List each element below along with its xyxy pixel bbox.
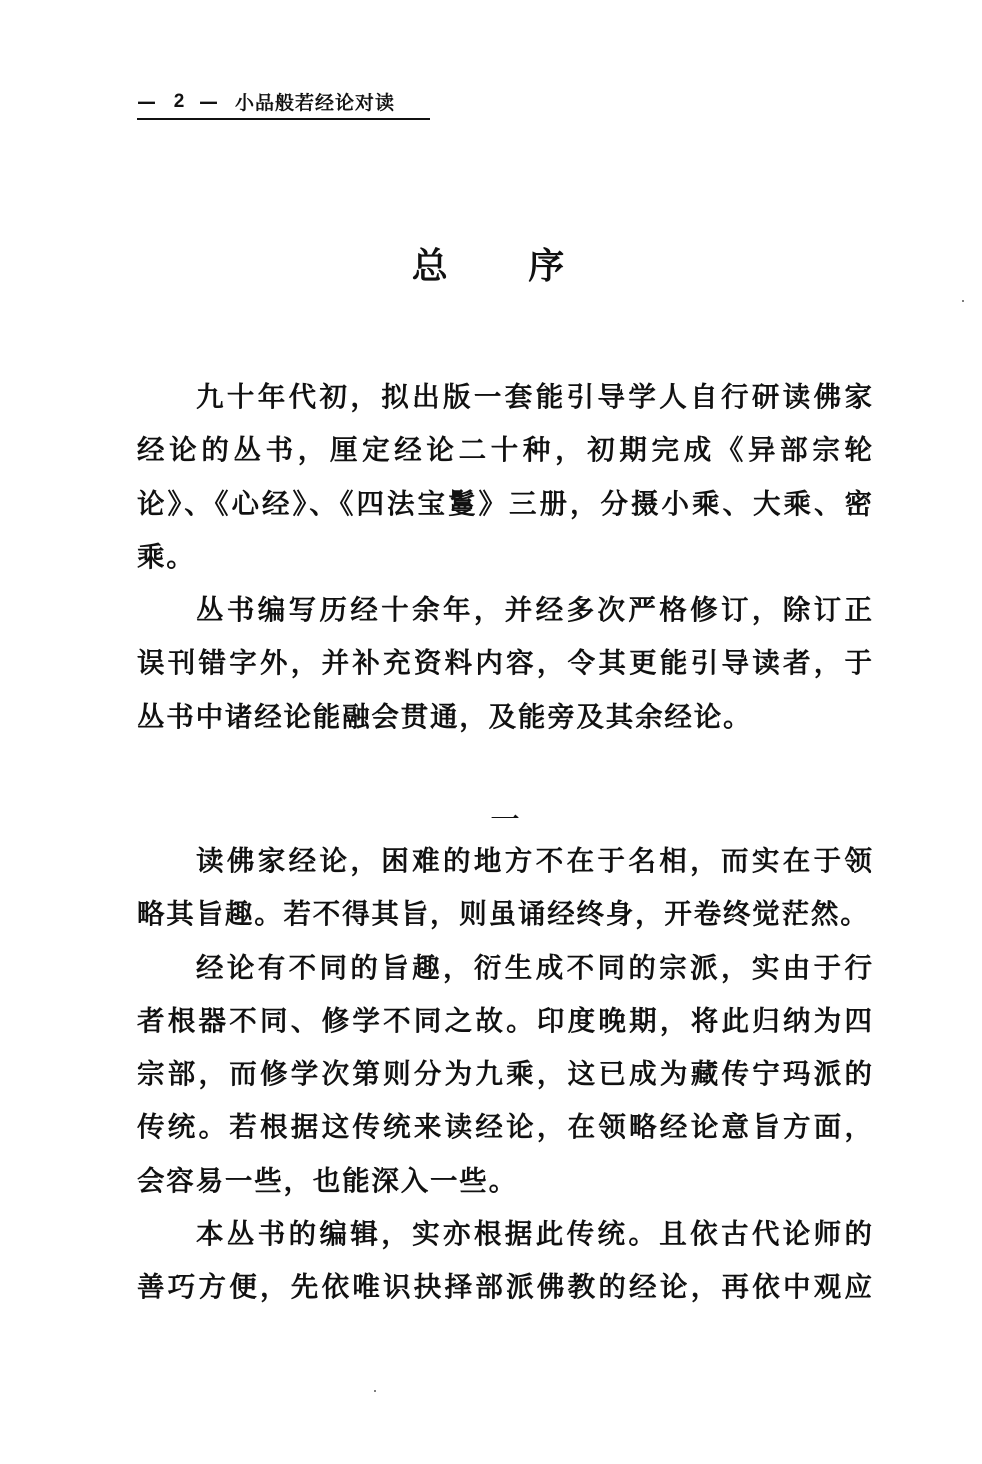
section-number: 一 <box>490 803 520 838</box>
paragraph-line: 九十年代初，拟出版一套能引导学人自行研读佛家 <box>196 381 872 413</box>
page-title: 总 序 <box>411 246 599 287</box>
paragraph-line: 读佛家经论，困难的地方不在于名相，而实在于领 <box>196 845 872 877</box>
book-title: 小品般若经论对读 <box>235 92 396 114</box>
paragraph-line: 略其旨趣。若不得其旨，则虽诵经终身，开卷终觉茫然。 <box>137 898 870 931</box>
page-number: 2 <box>173 90 185 112</box>
paragraph-line: 丛书中诸经论能融会贯通，及能旁及其余经论。 <box>137 700 753 733</box>
preface-section-one <box>137 835 872 1315</box>
paragraph-line: 误刊错字外，并补充资料内容，令其更能引导读者，于 <box>137 647 872 680</box>
paragraph-line: 经论有不同的旨趣，衍生成不同的宗派，实由于行 <box>196 951 872 984</box>
header-dash-right: — <box>199 90 218 113</box>
paragraph-line: 善巧方便，先依唯识抉择部派佛教的经论，再依中观应 <box>137 1271 872 1304</box>
paragraph-line: 本丛书的编辑，实亦根据此传统。且依古代论师的 <box>196 1218 872 1251</box>
scan-speck <box>374 1390 376 1392</box>
paragraph-line: 论》、《心经》、《四法宝鬘》三册，分摄小乘、大乘、密 <box>137 487 872 520</box>
header-dash-left: — <box>137 90 156 113</box>
paragraph-line: 丛书编写历经十余年，并经多次严格修订，除订正 <box>196 594 872 627</box>
paragraph-line: 宗部，而修学次第则分为九乘，这已成为藏传宁玛派的 <box>137 1058 872 1091</box>
paragraph-line: 经论的丛书，厘定经论二十种，初期完成《异部宗轮 <box>137 434 872 467</box>
running-header <box>137 88 430 120</box>
scan-speck <box>962 300 964 302</box>
paragraph-line: 乘。 <box>137 540 196 573</box>
paragraph-line: 传统。若根据这传统来读经论，在领略经论意旨方面， <box>137 1111 872 1144</box>
preface-section-intro <box>137 371 872 744</box>
paragraph-line: 会容易一些，也能深入一些。 <box>137 1164 518 1197</box>
paragraph-line: 者根器不同、修学不同之故。印度晚期，将此归纳为四 <box>137 1004 872 1037</box>
